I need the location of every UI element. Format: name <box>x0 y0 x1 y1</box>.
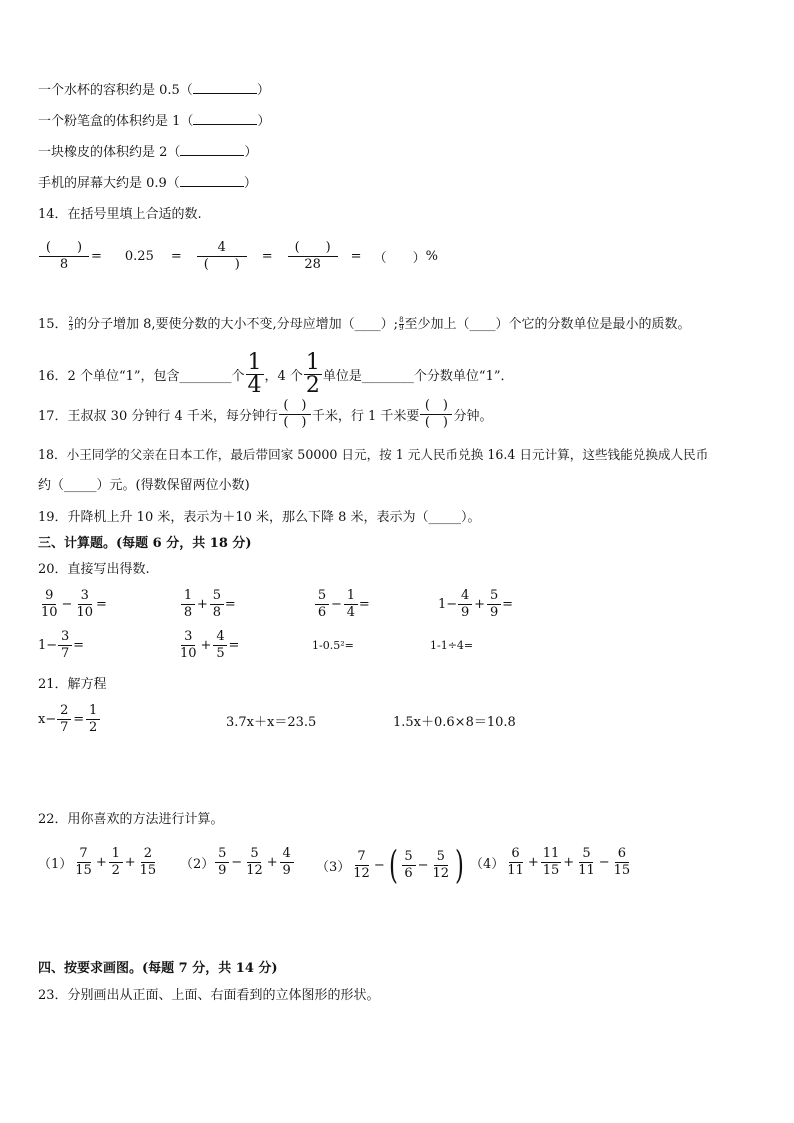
expression: $\frac{3}{10}$ + $\frac{4}{5}$ = <box>180 629 240 661</box>
fraction: $\frac{6}{11}$ <box>507 846 524 878</box>
equation: 3.7x＋x＝23.5 <box>226 715 317 730</box>
fraction: $\frac{6}{15}$ <box>613 846 631 878</box>
calc-problem-3: （3） $\frac{7}{12}$ − ( $\frac{5}{6}$ − $\frac{5}{12}$ ) <box>316 843 464 887</box>
fraction: $\frac{3}{10}$ <box>180 629 197 661</box>
fraction: $\frac{7}{15}$ <box>75 846 92 878</box>
left-paren: ( <box>388 843 398 887</box>
fraction: $\frac{( )}{( )}$ <box>420 398 452 431</box>
question-14-label: 14．在括号里填上合适的数. <box>38 207 202 222</box>
fraction: $\frac{4}{( )}$ <box>197 240 247 273</box>
fraction: $\frac{( )}{28}$ <box>288 240 338 273</box>
question-20-label: 20．直接写出得数. <box>38 562 150 577</box>
fraction: $\frac{5}{8}$ <box>210 588 224 621</box>
fraction: $\frac{11}{15}$ <box>542 846 560 878</box>
fraction: $\frac{8}{9}$ <box>399 316 404 332</box>
measure-item-phone: 手机的屏幕大约是 0.9（ ） <box>38 176 257 191</box>
answer-blank[interactable] <box>193 124 257 125</box>
fraction: $\frac{1}{2}$ <box>109 846 123 879</box>
fraction: $\frac{1}{2}$ <box>86 703 100 736</box>
fraction: $\frac{5}{9}$ <box>487 588 501 621</box>
section-3-heading: 三、计算题。(每题 6 分，共 18 分) <box>38 536 252 551</box>
calc-problem-1: （1） $\frac{7}{15}$ + $\frac{1}{2}$ + $\frac{2}{15}$ <box>38 846 157 878</box>
fraction: $\frac{1}{2}$ <box>305 350 320 398</box>
fraction: $\frac{1}{4}$ <box>247 350 262 398</box>
fraction: $\frac{1}{4}$ <box>344 588 358 621</box>
question-18-line-2: 约（_____）元。(得数保留两位小数) <box>38 478 250 493</box>
calc-problem-4: （4） $\frac{6}{11}$ + $\frac{11}{15}$ + $\frac{5}{11}$ − $\frac{6}{15}$ <box>470 846 631 878</box>
fraction: $\frac{4}{9}$ <box>280 846 294 879</box>
expression: 1-1÷4= <box>430 639 474 652</box>
fraction: $\frac{2}{3}$ <box>68 316 74 332</box>
expression: $\frac{1}{8}$ + $\frac{5}{8}$ = <box>180 588 236 621</box>
expression: 1− $\frac{4}{9}$ + $\frac{5}{9}$ = <box>438 588 513 620</box>
fraction: $\frac{2}{7}$ <box>57 703 71 736</box>
equation: x− $\frac{2}{7}$ = $\frac{1}{2}$ <box>38 703 101 736</box>
calc-problem-2: （2） $\frac{5}{9}$ − $\frac{5}{12}$ + $\frac{4}{9}$ <box>180 846 295 879</box>
question-19: 19．升降机上升 10 米，表示为＋10 米，那么下降 8 米，表示为（_____）。 <box>38 510 481 525</box>
question-14-equation: $\frac{( )}{8}$ = 0.25 = $\frac{4}{( )}$ = $\frac{( )}{28}$ = （ ） % <box>38 240 438 273</box>
fraction: $\frac{9}{10}$ <box>41 588 58 620</box>
fraction: $\frac{3}{10}$ <box>76 588 93 620</box>
fraction: $\frac{( )}{8}$ <box>39 240 89 273</box>
answer-blank[interactable] <box>193 93 257 94</box>
fraction: $\frac{7}{12}$ <box>353 848 370 881</box>
expression: $\frac{5}{6}$ − $\frac{1}{4}$ = <box>314 588 370 621</box>
fraction: $\frac{5}{6}$ <box>402 849 416 882</box>
fraction: $\frac{5}{6}$ <box>315 588 329 621</box>
question-16: 16．2 个单位“1”，包含________个 $\frac{1}{4}$ ，4 个 $\frac{1}{2}$ 单位是________个分数单位“1”． <box>38 350 514 398</box>
question-23: 23．分别画出从正面、上面、右面看到的立体图形的形状。 <box>38 988 380 1003</box>
fraction: $\frac{1}{8}$ <box>181 588 195 621</box>
fraction: $\frac{5}{11}$ <box>578 846 595 878</box>
question-21-label: 21．解方程 <box>38 677 107 692</box>
answer-blank[interactable] <box>180 186 244 187</box>
measure-item-eraser: 一块橡皮的体积约是 2（ ） <box>38 145 258 160</box>
measure-item-chalkbox: 一个粉笔盒的体积约是 1（ ） <box>38 114 271 129</box>
fraction: $\frac{5}{9}$ <box>215 846 229 879</box>
question-17: 17．王叔叔 30 分钟行 4 千米，每分钟行 $\frac{( )}{( )}$ 千米，行 1 千米要 $\frac{( )}{( )}$ 分钟。 <box>38 398 493 430</box>
expression: 1− $\frac{3}{7}$ = <box>38 629 85 661</box>
section-4-heading: 四、按要求画图。(每题 7 分，共 14 分) <box>38 961 278 976</box>
question-15: 15． $\frac{2}{3}$ 的分子增加 8,要使分数的大小不变,分母应增加（____）; $\frac{8}{9}$ 至少加上（____）个它的分数单位是最小的质数。 <box>38 316 691 332</box>
measure-item-cup: 一个水杯的容积约是 0.5（ ） <box>38 83 270 98</box>
equation: 1.5x＋0.6×8＝10.8 <box>393 715 516 730</box>
question-18-line-1: 18．小王同学的父亲在日本工作，最后带回家 50000 日元，按 1 元人民币兑换 16.4 日元计算，这些钱能兑换成人民币 <box>38 447 709 462</box>
fraction: $\frac{4}{5}$ <box>213 629 227 662</box>
fraction: $\frac{5}{12}$ <box>246 846 263 878</box>
fraction: $\frac{5}{12}$ <box>432 848 450 881</box>
fraction: $\frac{3}{7}$ <box>58 629 72 662</box>
answer-blank[interactable] <box>180 155 244 156</box>
expression: 1-0.5²= <box>312 639 354 652</box>
question-22-label: 22．用你喜欢的方法进行计算。 <box>38 812 224 827</box>
fraction: $\frac{4}{9}$ <box>458 588 472 621</box>
expression: $\frac{9}{10}$ − $\frac{3}{10}$ = <box>41 588 107 620</box>
fraction: $\frac{2}{15}$ <box>139 846 157 878</box>
fraction: $\frac{( )}{( )}$ <box>279 398 311 431</box>
right-paren: ) <box>454 843 464 887</box>
